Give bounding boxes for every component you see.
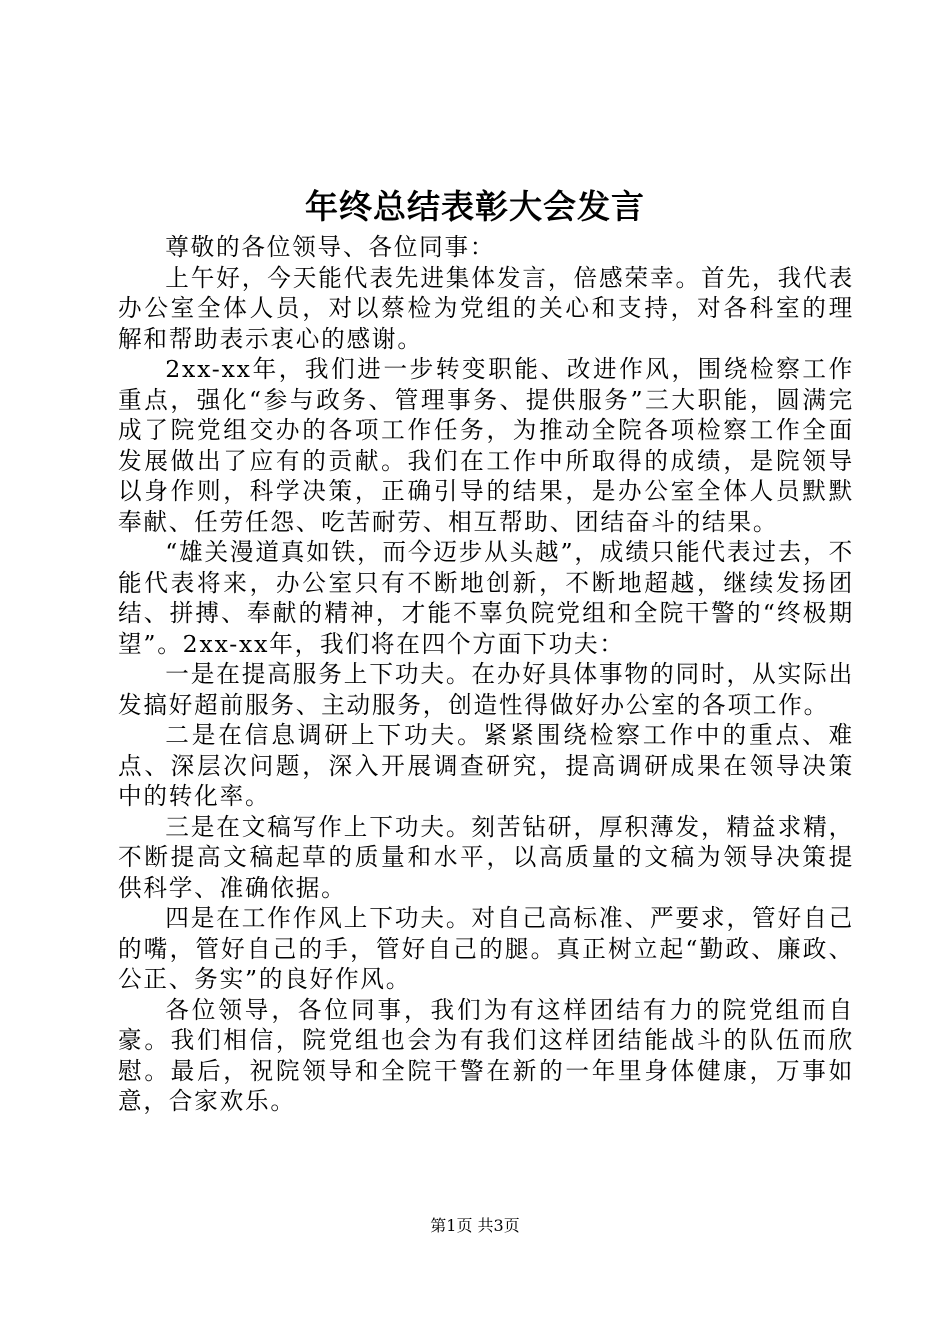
body-paragraph: 三是在文稿写作上下功夫。刻苦钻研，厚积薄发，精益求精，不断提高文稿起草的质量和水平，以高质量的文稿为领导决策提供科学、准确依据。 xyxy=(118,812,854,902)
page-number-footer: 第1页 共3页 xyxy=(430,1216,520,1235)
body-paragraph: 一是在提高服务上下功夫。在办好具体事物的同时，从实际出发搞好超前服务、主动服务，创造性得做好办公室的各项工作。 xyxy=(118,660,854,719)
document-body xyxy=(118,232,854,1117)
body-paragraph: 2xx-xx年，我们进一步转变职能、改进作风，围绕检察工作重点，强化“参与政务、管理事务、提供服务”三大职能，圆满完成了院党组交办的各项工作任务，为推动全院各项检察工作全面发展做出了应有的贡献。我们在工作中所取得的成绩，是院领导以身作则，科学决策，正确引导的结果，是办公室全体人员默默奉献、任劳任怨、吃苦耐劳、相互帮助、团结奋斗的结果。 xyxy=(118,355,854,536)
body-paragraph: 四是在工作作风上下功夫。对自己高标准、严要求，管好自己的嘴，管好自己的手，管好自己的腿。真正树立起“勤政、廉政、公正、务实”的良好作风。 xyxy=(118,904,854,993)
body-paragraph: 上午好，今天能代表先进集体发言，倍感荣幸。首先，我代表办公室全体人员，对以蔡检为党组的关心和支持，对各科室的理解和帮助表示衷心的感谢。 xyxy=(118,263,854,353)
document-title: 年终总结表彰大会发言 xyxy=(305,187,645,226)
body-paragraph: “雄关漫道真如铁，而今迈步从头越”，成绩只能代表过去，不能代表将来，办公室只有不断地创新，不断地超越，继续发扬团结、拼搏、奉献的精神，才能不辜负院党组和全院干警的“终极期望”。2xx-xx年，我们将在四个方面下功夫： xyxy=(118,538,854,658)
salutation-paragraph: 尊敬的各位领导、各位同事： xyxy=(165,233,496,261)
body-paragraph: 二是在信息调研上下功夫。紧紧围绕检察工作中的重点、难点、深层次问题，深入开展调查研究，提高调研成果在领导决策中的转化率。 xyxy=(118,721,854,810)
closing-paragraph: 各位领导，各位同事，我们为有这样团结有力的院党组而自豪。我们相信，院党组也会为有我们这样团结能战斗的队伍而欣慰。最后，祝院领导和全院干警在新的一年里身体健康，万事如意，合家欢乐。 xyxy=(118,995,854,1115)
